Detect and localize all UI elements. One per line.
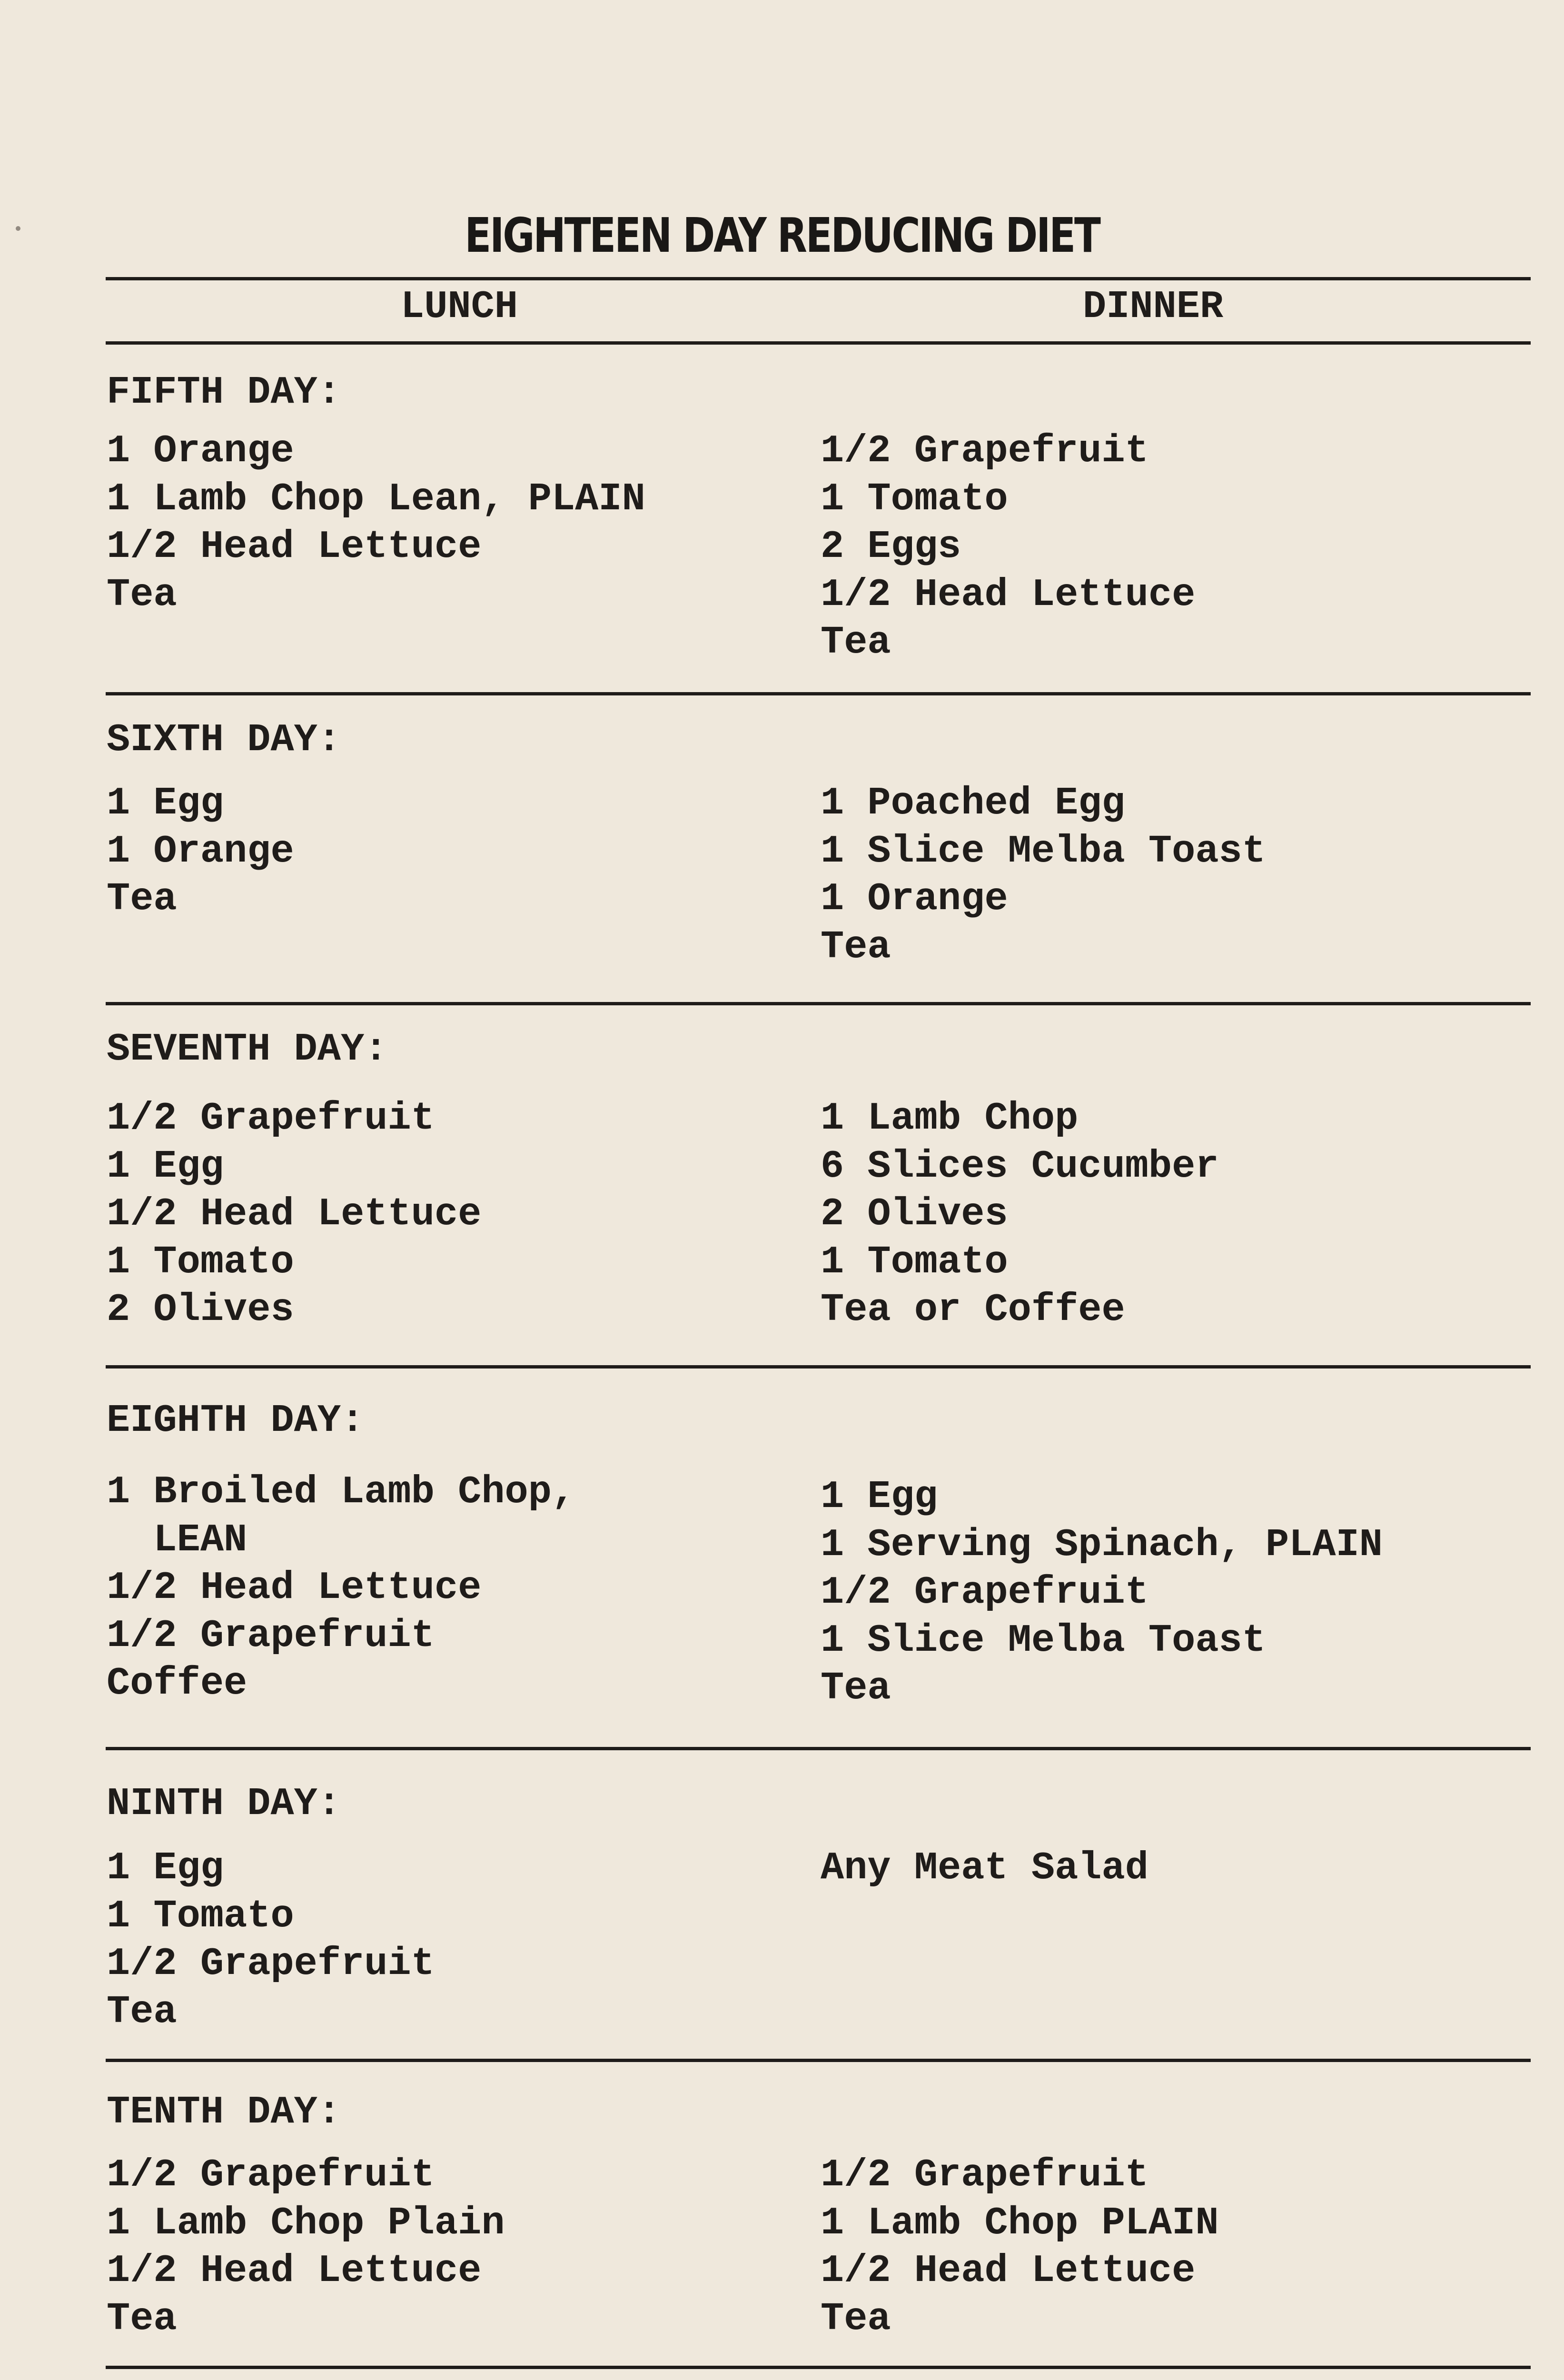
dinner-menu-fifth: 1/2 Grapefruit 1 Tomato 2 Eggs 1/2 Head Lettuce Tea <box>821 429 1196 664</box>
paper-speck <box>16 226 20 231</box>
lunch-column-header: LUNCH <box>401 285 518 329</box>
lunch-menu-fifth: 1 Orange 1 Lamb Chop Lean, PLAIN 1/2 Head Lettuce Tea <box>107 429 645 617</box>
header-top-rule <box>106 277 1531 280</box>
bottom-rule <box>106 2366 1531 2369</box>
page-title: EIGHTEEN DAY REDUCING DIET <box>465 208 1099 263</box>
day-label-sixth: SIXTH DAY: <box>107 718 341 762</box>
header-bottom-rule <box>106 341 1531 345</box>
dinner-menu-ninth: Any Meat Salad <box>821 1846 1148 1890</box>
lunch-menu-ninth: 1 Egg 1 Tomato 1/2 Grapefruit Tea <box>107 1846 435 2034</box>
day-label-ninth: NINTH DAY: <box>107 1782 341 1826</box>
day-label-tenth: TENTH DAY: <box>107 2090 341 2134</box>
dinner-menu-eighth: 1 Egg 1 Serving Spinach, PLAIN 1/2 Grapefruit 1 Slice Melba Toast Tea <box>821 1475 1383 1710</box>
dinner-column-header: DINNER <box>1083 285 1224 329</box>
dinner-menu-sixth: 1 Poached Egg 1 Slice Melba Toast 1 Orange Tea <box>821 781 1266 969</box>
day-label-fifth: FIFTH DAY: <box>107 370 341 415</box>
lunch-menu-seventh: 1/2 Grapefruit 1 Egg 1/2 Head Lettuce 1 Tomato 2 Olives <box>107 1096 482 1332</box>
lunch-menu-tenth: 1/2 Grapefruit 1 Lamb Chop Plain 1/2 Head Lettuce Tea <box>107 2153 505 2341</box>
lunch-menu-sixth: 1 Egg 1 Orange Tea <box>107 781 294 921</box>
dinner-menu-seventh: 1 Lamb Chop 6 Slices Cucumber 2 Olives 1 Tomato Tea or Coffee <box>821 1096 1219 1332</box>
dinner-menu-tenth: 1/2 Grapefruit 1 Lamb Chop PLAIN 1/2 Head Lettuce Tea <box>821 2153 1219 2341</box>
day-label-eighth: EIGHTH DAY: <box>107 1398 365 1443</box>
section-divider <box>106 1747 1531 1750</box>
day-label-seventh: SEVENTH DAY: <box>107 1027 388 1071</box>
section-divider <box>106 692 1531 695</box>
section-divider <box>106 1365 1531 1368</box>
section-divider <box>106 2059 1531 2062</box>
lunch-menu-eighth: 1 Broiled Lamb Chop, LEAN 1/2 Head Lettuce 1/2 Grapefruit Coffee <box>107 1470 575 1706</box>
section-divider <box>106 1002 1531 1005</box>
